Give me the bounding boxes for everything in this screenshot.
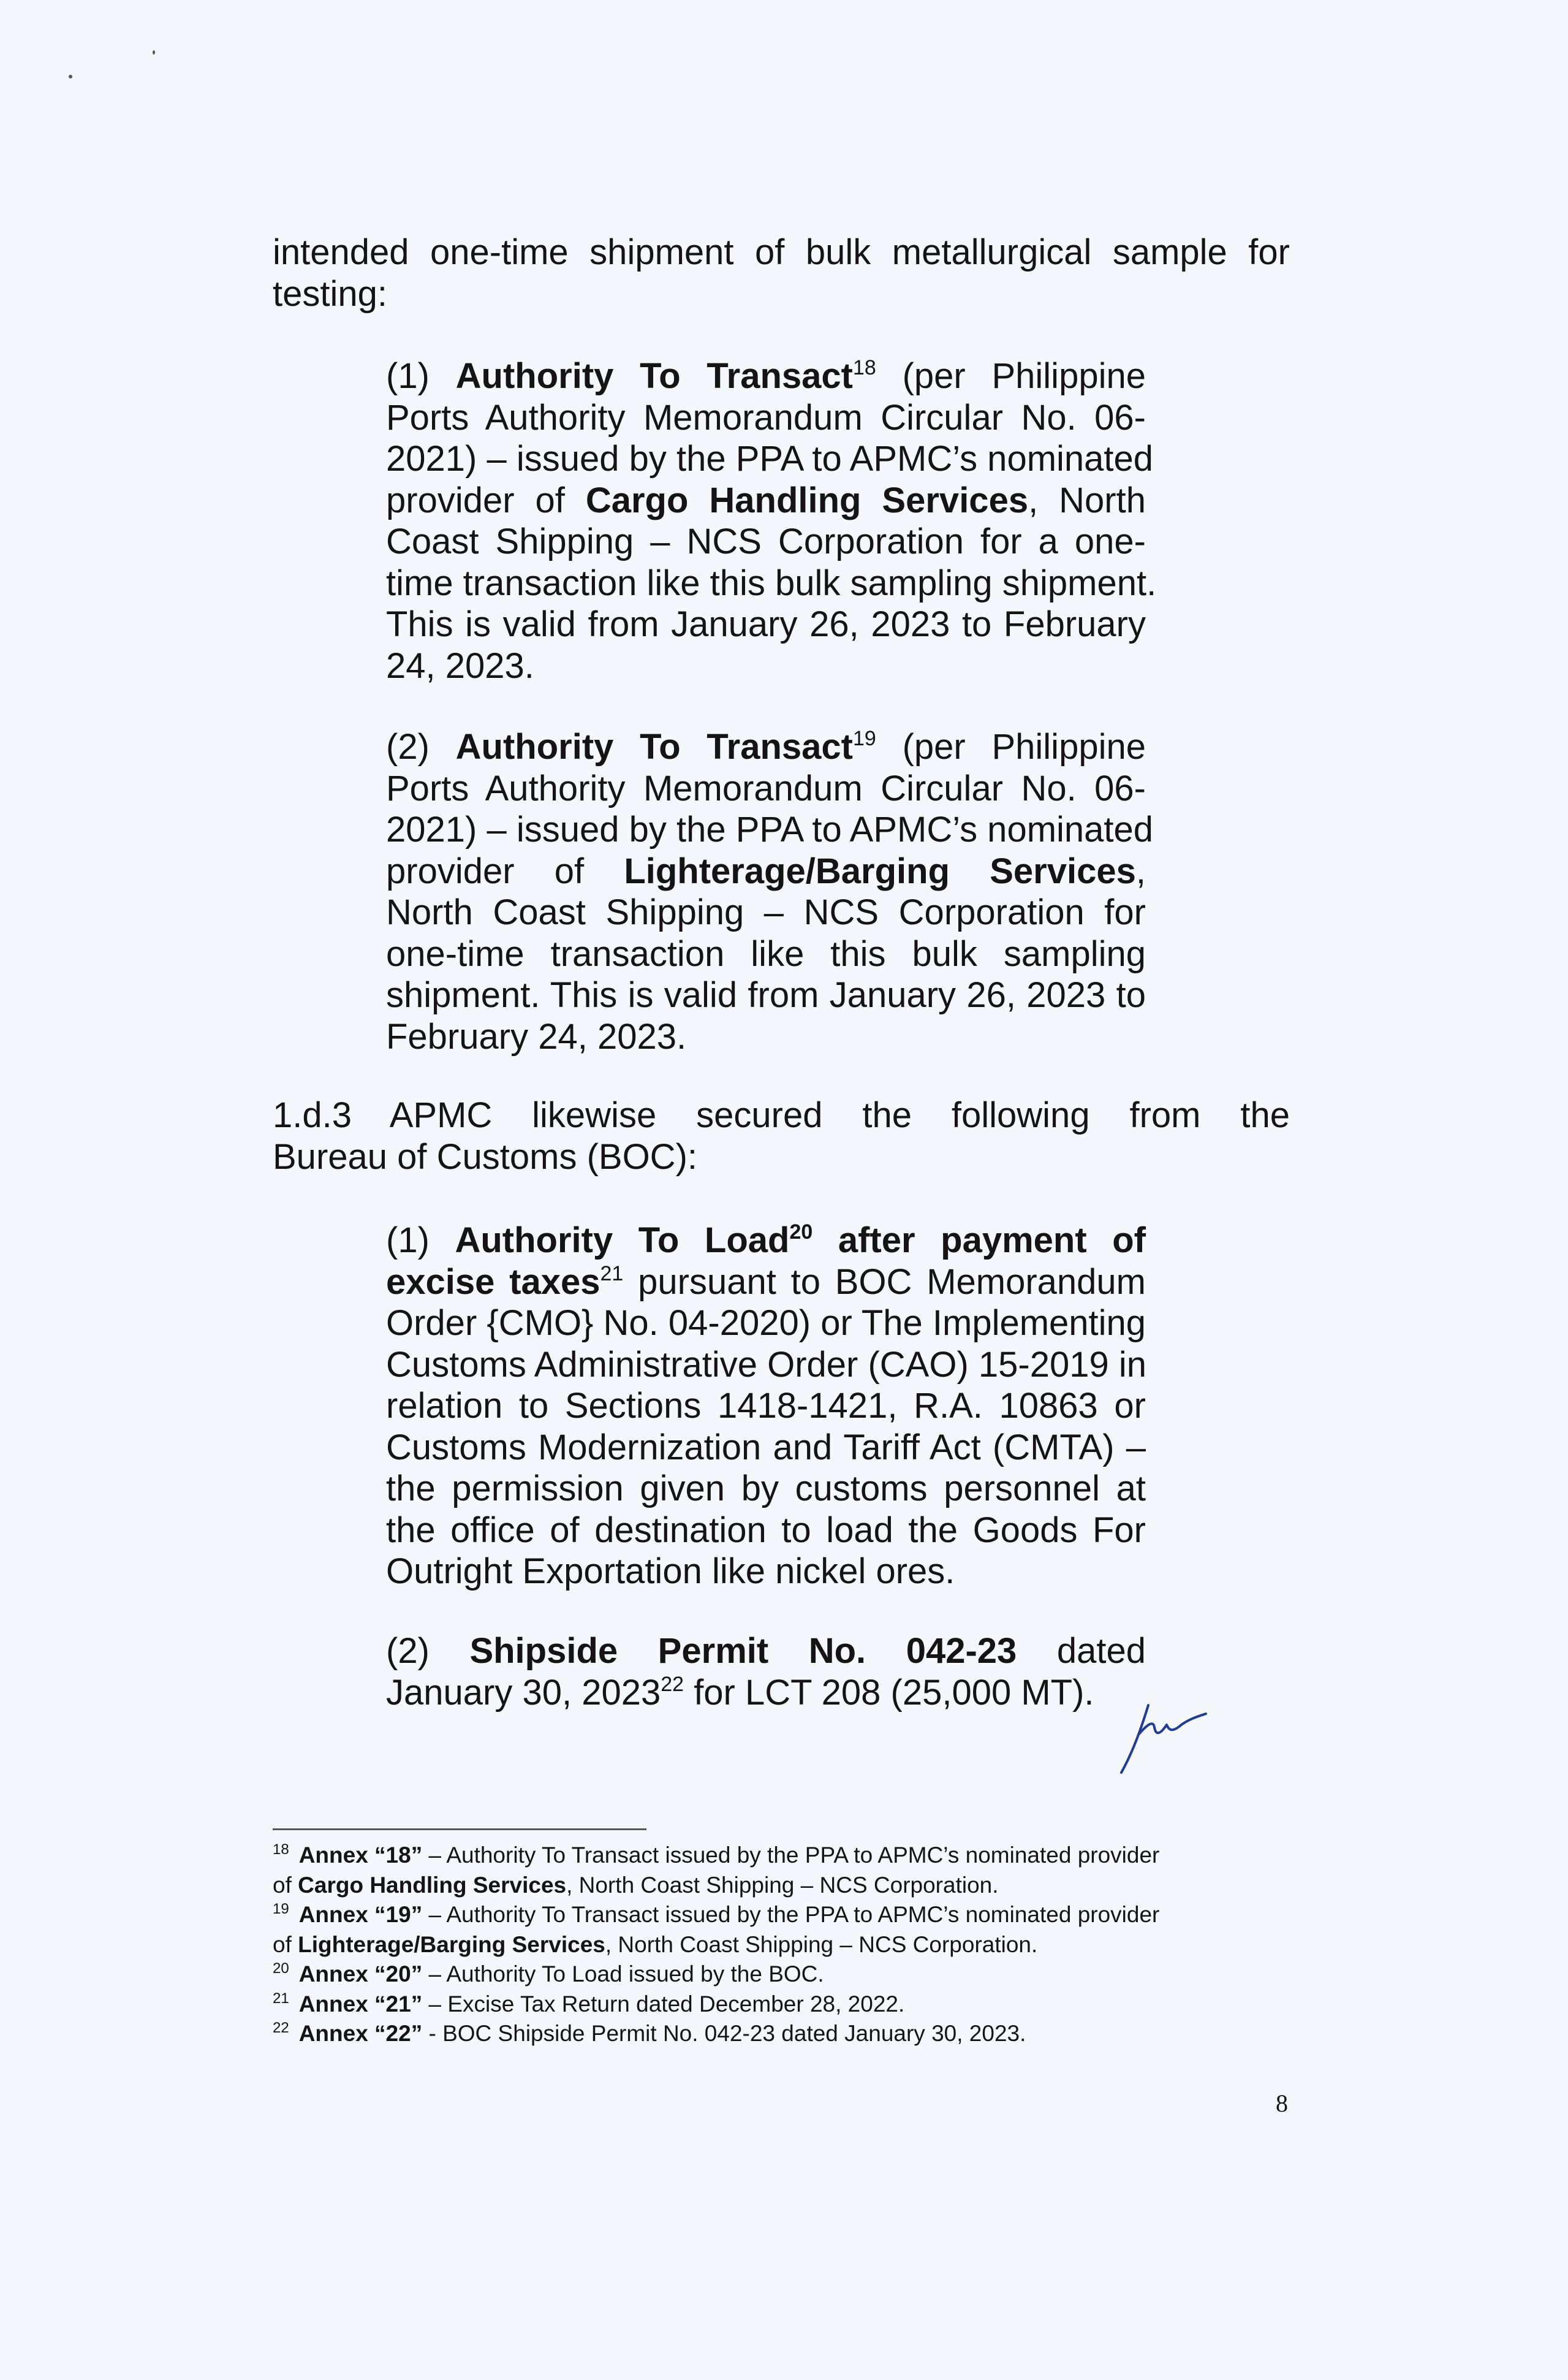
footnote-separator bbox=[273, 1828, 646, 1830]
footnote-ref-18: 18 bbox=[853, 356, 876, 379]
item-title: Shipside Permit No. 042-23 bbox=[469, 1631, 1017, 1671]
footnote-ref-20: 20 bbox=[789, 1220, 813, 1244]
lead-line-2: testing: bbox=[273, 273, 387, 314]
item-number: (1) bbox=[386, 1220, 430, 1260]
footnote-18-continued: of Cargo Handling Services, North Coast Shipping – NCS Corporation. bbox=[273, 1872, 999, 1898]
footnote-ref-22: 22 bbox=[661, 1672, 684, 1696]
item-shipside-permit: (2) Shipside Permit No. 042-23 dated January 30, 2023$^{22}$ for LCT 208 (25,000 MT). bbox=[386, 1631, 1146, 1713]
footnotes bbox=[273, 1841, 1293, 2049]
item-authority-to-load: (1) Authority To Load$^{20}$ after payment of excise taxes$^{21}$ pursuant to BOC Memorandum Order {CMO} No. 04-2020) or The Implementing Customs Administrative Order (CAO) 15-2019 in relation to Sections 1418-1421, R.A. 10863 or Customs Modernization and Tariff Act (CMTA) – the permission given by customs personnel at the office of destination to load the Goods For Outright Exportation like nickel ores. bbox=[386, 1220, 1146, 1591]
footnote-20: $^{20}$ Annex “20” – Authority To Load issued by the BOC. bbox=[273, 1960, 824, 1987]
cargo-handling-services: Cargo Handling Services bbox=[585, 480, 1029, 520]
section-1-d-3: 1.d.3 APMC likewise secured the following from the Bureau of Customs (BOC): bbox=[273, 1095, 1290, 1177]
footnote-22: $^{22}$ Annex “22” - BOC Shipside Permit No. 042-23 dated January 30, 2023. bbox=[273, 2020, 1026, 2046]
lead-paragraph bbox=[273, 232, 1290, 314]
footnote-19-continued: of Lighterage/Barging Services, North Coast Shipping – NCS Corporation. bbox=[273, 1931, 1038, 1957]
excise-taxes: excise taxes bbox=[386, 1261, 600, 1302]
footnote-19: $^{19}$ Annex “19” – Authority To Transact issued by the PPA to APMC’s nominated provider bbox=[273, 1901, 1160, 1927]
footnote-ref-21: 21 bbox=[600, 1261, 624, 1285]
scan-speck bbox=[69, 75, 72, 78]
lighterage-barging-services: Lighterage/Barging Services bbox=[624, 851, 1136, 891]
item-title: Authority To Transact bbox=[455, 356, 853, 396]
footnote-18: $^{18}$ Annex “18” – Authority To Transact issued by the PPA to APMC’s nominated provider bbox=[273, 1841, 1160, 1868]
item-number: (2) bbox=[386, 1631, 430, 1671]
item-authority-to-transact-lighterage: (2) Authority To Transact$^{19}$ (per Philippine Ports Authority Memorandum Circular No. 06- 2021) – issued by the PPA to APMC’s nominated provider of Lighterage/Barging Services, North Coast Shipping – NCS Corporation for one-time transaction like this bulk sampling shipment. This is valid from January 26, 2023 to February 24, 2023. bbox=[386, 727, 1154, 1057]
item-title: Authority To Load bbox=[455, 1220, 790, 1260]
item-number: (2) bbox=[386, 727, 430, 767]
item-authority-to-transact-cargo: (1) Authority To Transact$^{18}$ (per Philippine Ports Authority Memorandum Circular No. 06- 2021) – issued by the PPA to APMC’s nominated provider of Cargo Handling Services, North Coast Shipping – NCS Corporation for a one- time transaction like this bulk sampling shipment. This is valid from January 26, 2023 to February 24, 2023. bbox=[386, 356, 1157, 686]
footnote-ref-19: 19 bbox=[853, 727, 876, 750]
lead-line-1: intended one-time shipment of bulk metallurgical sample for bbox=[273, 232, 1290, 272]
item-number: (1) bbox=[386, 356, 430, 396]
footnote-21: $^{21}$ Annex “21” – Excise Tax Return dated December 28, 2022. bbox=[273, 1990, 905, 2017]
item-title: Authority To Transact bbox=[455, 727, 853, 767]
scan-speck bbox=[153, 50, 155, 55]
initials-signature bbox=[1103, 1692, 1213, 1777]
page-number: 8 bbox=[1276, 2089, 1288, 2117]
